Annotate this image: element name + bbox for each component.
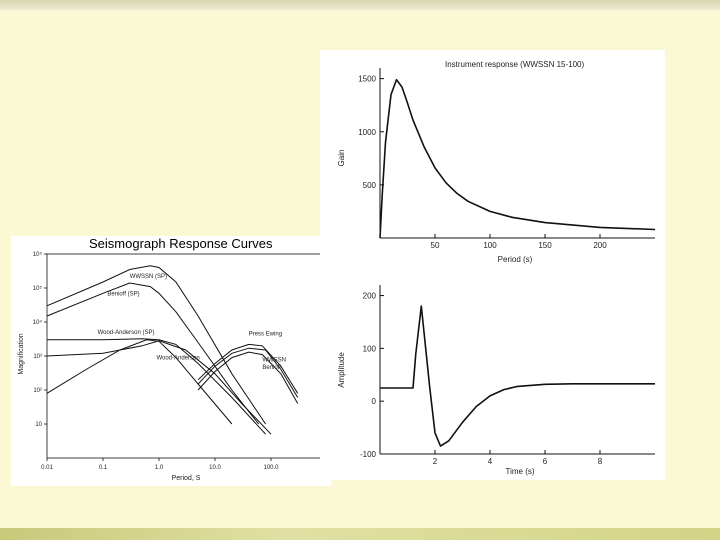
annotation-label: WWSSN: [262, 357, 286, 364]
y-tick-label: 0: [371, 397, 376, 407]
x-axis-label: Period, S: [171, 475, 201, 482]
amplitude-chart-series: [380, 306, 655, 446]
annotation-label: Wood-Anderson (SP): [97, 329, 155, 336]
x-tick-label: 6: [542, 457, 548, 466]
annotation-label: Benioff (SP): [107, 291, 140, 298]
series-line-4: [47, 340, 232, 424]
x-tick-label: 150: [538, 241, 552, 250]
y-tick-label: 10⁴: [32, 320, 42, 326]
y-tick-label: 1500: [358, 74, 376, 84]
bottom-decorative-band: [0, 528, 720, 540]
instrument-response-charts: [320, 50, 665, 480]
x-tick-label: 100: [483, 241, 497, 250]
chart-title: Seismograph Response Curves: [89, 236, 273, 251]
y-axis-label: Magnification: [18, 333, 25, 375]
y-tick-label: 10⁵: [32, 252, 42, 258]
amplitude-chart-axes: [360, 285, 655, 466]
x-tick-label: 0.01: [41, 465, 53, 471]
series-line-0: [47, 266, 266, 424]
x-tick-label: 8: [597, 457, 603, 466]
chart-annotations: [98, 274, 286, 371]
y-tick-label: 100: [362, 344, 376, 354]
amplitude-x-axis-label: Time (s): [505, 467, 535, 476]
y-tick-label: -100: [359, 450, 376, 459]
gain-chart-title: Instrument response (WWSSN 15-100): [445, 60, 585, 69]
gain-x-axis-label: Period (s): [497, 255, 533, 264]
x-tick-label: 10.0: [209, 465, 221, 471]
instrument-response-panel: [320, 50, 665, 480]
y-tick-label: 10³: [33, 354, 42, 360]
y-tick-label: 10²: [33, 388, 42, 394]
annotation-label: Wood-Anderson: [156, 355, 200, 362]
gain-y-axis-label: Gain: [337, 149, 346, 167]
x-tick-label: 200: [593, 241, 607, 250]
annotation-label: Benioff: [262, 364, 281, 371]
seismograph-response-chart: [11, 236, 331, 486]
chart-series-group: [47, 266, 298, 434]
amplitude-y-axis-label: Amplitude: [337, 352, 346, 388]
seismograph-response-chart-panel: [11, 236, 331, 486]
x-tick-label: 100.0: [263, 465, 279, 471]
gain-chart-axes: [358, 68, 655, 250]
annotation-label: WWSSN (SP): [129, 273, 168, 280]
top-decorative-band: [0, 0, 720, 10]
x-tick-label: 50: [430, 241, 440, 250]
annotation-label: Press Ewing: [248, 331, 283, 338]
y-tick-label: 10⁵: [32, 286, 42, 292]
y-tick-label: 10: [35, 422, 42, 428]
y-tick-label: 200: [362, 291, 376, 301]
x-tick-label: 2: [432, 457, 438, 466]
x-tick-label: 1.0: [154, 465, 164, 471]
y-tick-label: 500: [362, 180, 376, 190]
amplitude-curve: [380, 306, 655, 446]
y-tick-label: 1000: [358, 127, 376, 137]
gain-curve: [380, 80, 655, 238]
gain-chart-series: [380, 80, 655, 238]
x-tick-label: 0.1: [98, 465, 108, 471]
x-tick-label: 4: [487, 457, 493, 466]
